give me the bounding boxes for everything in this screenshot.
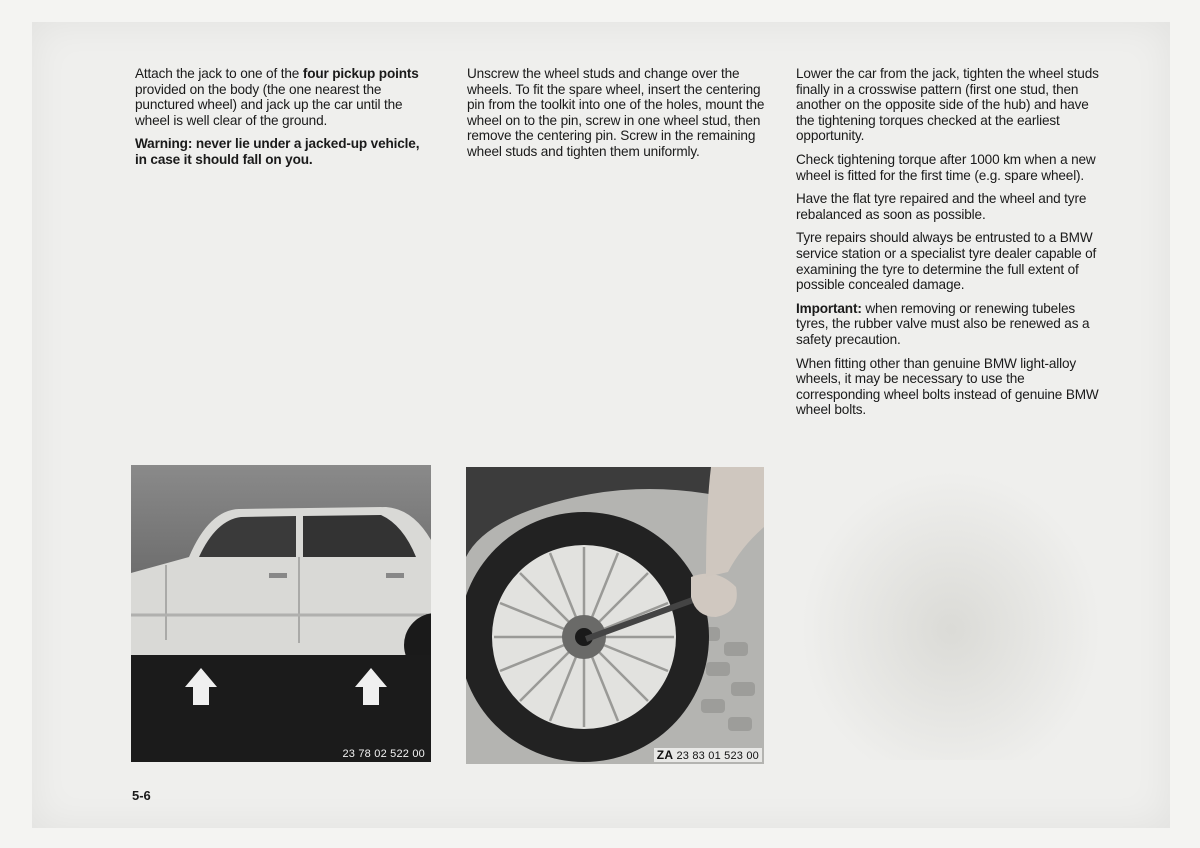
photo2-reference-number: ZA 23 83 01 523 00 bbox=[654, 748, 762, 762]
change-wheel-paragraph: Unscrew the wheel studs and change over the wheels. To fit the spare wheel, insert the centering pin from the toolkit into one of the holes, mount the wheel on to the pin, screw in one wheel stud, then remove the centering pin. Screw in the remaining wheel studs and tighten them uniformly. bbox=[467, 66, 765, 159]
important-paragraph: Important: when removing or renewing tubeles tyres, the rubber valve must also be renewed as a safety precaution. bbox=[796, 300, 1090, 347]
jack-instruction-paragraph: Attach the jack to one of the four pickup points provided on the body (the one nearest the punctured wheel) and jack up the car until the wheel is well clear of the ground. bbox=[135, 66, 419, 128]
tyre-repair-service-paragraph: Tyre repairs should always be entrusted to a BMW service station or a specialist tyre dealer capable of examining the tyre to determine the full extent of possible concealed damage. bbox=[796, 230, 1097, 293]
pickup-points-emphasis: four pickup points bbox=[302, 66, 419, 81]
bleed-through-shadow bbox=[800, 470, 1102, 760]
wheel-illustration bbox=[466, 467, 764, 764]
wheel-bolts-paragraph: When fitting other than genuine BMW light-alloy wheels, it may be necessary to use the corresponding wheel bolts instead of genuine BMW wheel bolts. bbox=[796, 355, 1099, 418]
text-column-1 bbox=[135, 66, 420, 176]
important-label: Important: bbox=[796, 300, 862, 316]
car-illustration bbox=[131, 465, 431, 762]
lower-car-paragraph: Lower the car from the jack, tighten the wheel studs finally in a crosswise pattern (first one stud, then another on the opposite side of the hub) and have the tightening torques checked at the earliest opportunity. bbox=[796, 66, 1099, 144]
wheel-change-photo bbox=[466, 467, 764, 764]
torque-check-paragraph: Check tightening torque after 1000 km when a new wheel is fitted for the first time (e.g. spare wheel). bbox=[796, 151, 1096, 183]
warning-paragraph: Warning: never lie under a jacked-up vehicle, in case it should fall on you. bbox=[135, 136, 420, 167]
photo1-reference-number: 23 78 02 522 00 bbox=[342, 748, 425, 760]
text-column-2 bbox=[467, 66, 767, 168]
repair-tyre-paragraph: Have the flat tyre repaired and the wheel and tyre rebalanced as soon as possible. bbox=[796, 191, 1087, 222]
text-column-3 bbox=[796, 66, 1101, 426]
page-number: 5-6 bbox=[132, 788, 151, 803]
car-jack-points-photo bbox=[131, 465, 431, 762]
